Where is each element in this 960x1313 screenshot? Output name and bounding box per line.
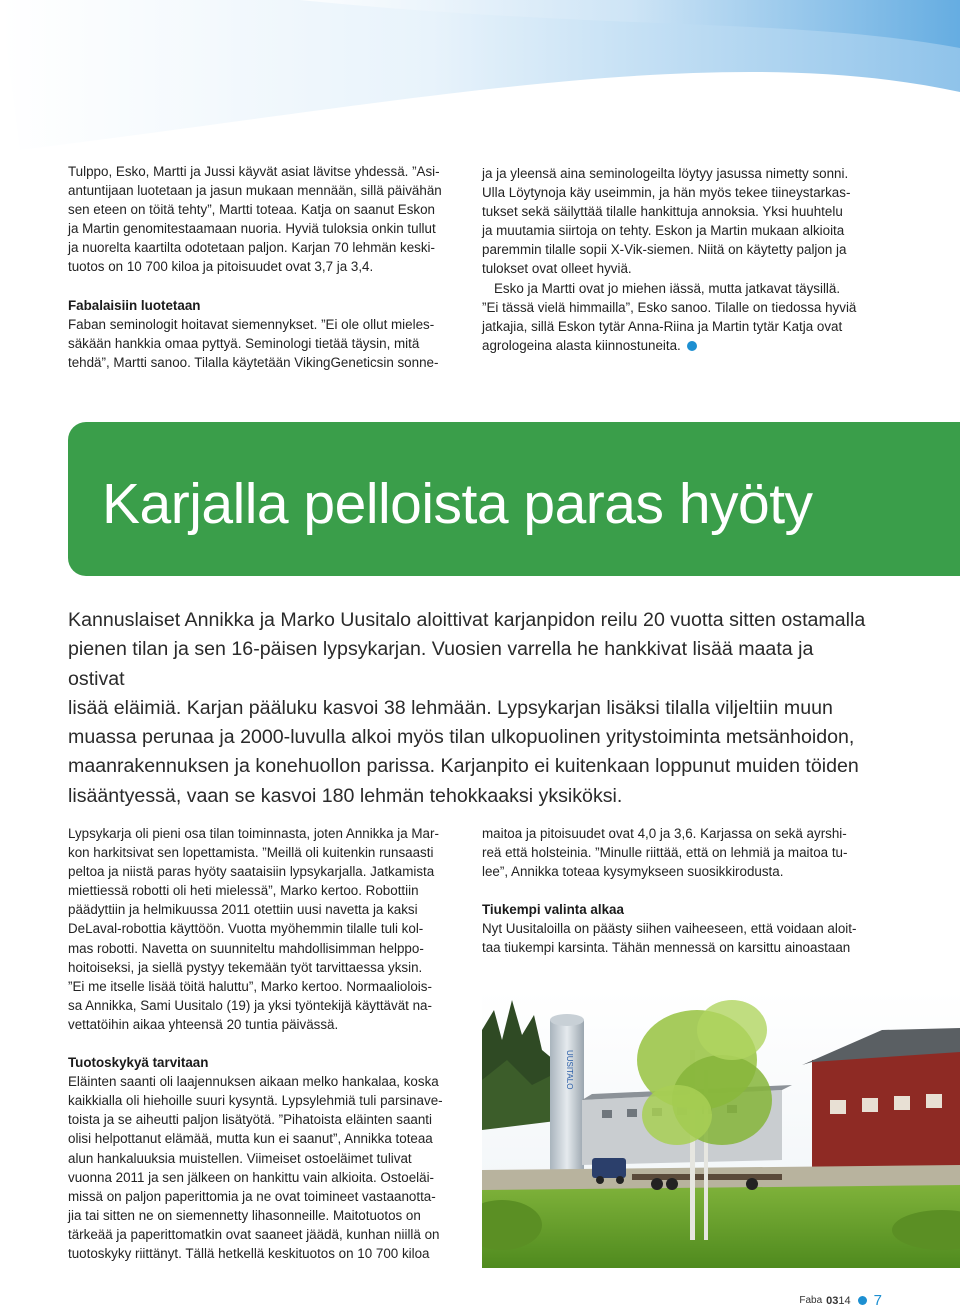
paragraph: Tulppo, Esko, Martti ja Jussi käyvät asiat lävitse yhdessä. ”Asi- antuntijaan luotetaan ja jasun mukaan mennään, sillä päivähän sen eteen on töitä tehty”, Martti toteaa. Katja on saanut Eskon ja Martin genomitestaamaan nuoria. Hyviä tuloksia onkin tullut ja nuorelta kaartilta odotetaan paljon. Karjan 70 lehmän keski- tuotos on 10 700 kiloa ja pitoisuudet ovat 3,7 ja 3,4.	[68, 164, 442, 275]
paragraph: ja ja yleensä aina seminologeilta löytyy jasussa nimetty sonni. Ulla Löytynoja käy useimmin, ja hän myös tekee tiineystarkas- tukset sekä säilyttää tilalle hankittuja annoksia. Yksi huuhtelu ja muutamia siirtoja on tehty. Eskon ja Martin mukaan alkioita paremmin tilalle sopii X-Vik-siemen. Niitä on käytetty paljon ja tulokset ovat olleet hyviä.	[482, 166, 851, 277]
paragraph: Esko ja Martti ovat jo miehen iässä, mutta jatkavat täysillä. ”Ei tässä vielä himmailla”, Esko sanoo. Tilalle on tiedossa hyviä jatkajia, sillä Eskon tytär Anna-Riina ja Martin tytär Katja ovat agrologeina alasta kiinnostuneita.	[482, 280, 857, 353]
bottom-right-column	[482, 824, 882, 958]
footer-dot-icon	[858, 1296, 867, 1305]
page-number: 7	[873, 1292, 882, 1309]
article-title: Karjalla pelloista paras hyöty	[102, 472, 813, 536]
subheading: Tuotoskykyä tarvitaan	[68, 1055, 209, 1071]
end-of-article-dot-icon	[687, 341, 697, 351]
bottom-left-column	[68, 824, 468, 1263]
footer-brand: Faba	[799, 1295, 823, 1306]
top-left-column	[68, 162, 462, 372]
header-swoosh	[0, 0, 960, 170]
paragraph: Nyt Uusitaloilla on päästy siihen vaiheeseen, että voidaan aloit- taa tiukempi karsinta. Tähän mennessä on karsittu ainoastaan	[482, 921, 857, 956]
top-right-column	[482, 164, 882, 355]
lead-paragraph: Kannuslaiset Annikka ja Marko Uusitalo aloittivat karjanpidon reilu 20 vuotta sitten ostamalla pienen tilan ja sen 16-päisen lypsykarjan. Vuosien varrella he hankkivat lisää maata ja ostivat lisää eläimiä. Karjan pääluku kasvoi 38 lehmään. Lypsykarjan lisäksi tilalla viljeltiin muun muassa perunaa ja 2000-luvulla alkoi myös tilan ulkopuolinen yritystoiminta metsänhoidon, maanrakennuksen ja konehuollon parissa. Karjanpito ei kuitenkaan loppunut muiden töiden lisääntyessä, vaan se kasvoi 180 lehmän tehokkaaksi yksiköksi.	[68, 609, 866, 807]
subheading: Tiukempi valinta alkaa	[482, 902, 624, 918]
footer-issue: 0314	[826, 1294, 851, 1307]
farm-scene-image	[482, 990, 960, 1268]
paragraph: Lypsykarja oli pieni osa tilan toiminnasta, joten Annikka ja Mar- kon harkitsivat sen lopettamista. ”Meillä oli kuitenkin runsaasti peltoa ja niistä paras hyöty saataisiin lypsykarjalla. Jatkamista miettiessä robotti oli heti mielessä”, Marko kertoo. Robottiin päädyttiin ja helmikuussa 2011 otettiin uusi navetta ja kaksi DeLaval-robottia käyttöön. Vuotta myöhemmin tilalle tuli kol- mas robotti. Navetta on suunniteltu mahdollisimman helppo- hoitoiseksi, ja siellä pystyy tekemään työt tarvittaessa yksin. ”Ei me itselle lisää töitä haluttu”, Marko kertoo. Normaaliolois- sa Annikka, Sami Uusitalo (19) ja yksi työntekijä käyttävät na- vettatöihin aikaa yhteensä 20 tuntia päivässä.	[68, 826, 439, 1032]
silo-lettering: UUSITALO	[565, 1050, 574, 1090]
page-footer	[799, 1292, 882, 1309]
paragraph: Faban seminologit hoitavat siemennykset. ”Ei ole ollut mieles- säkään hankkia omaa pyttyä. Seminologi tietää täysin, mitä tehdä”, Martti sanoo. Tilalla käytetään VikingGeneticsin sonne-	[68, 316, 439, 370]
paragraph: maitoa ja pitoisuudet ovat 4,0 ja 3,6. Karjassa on sekä ayrshi- reä että holsteinia. ”Minulle riittää, että on lehmiä ja maitoa tu- lee”, Annikka toteaa kysymykseen suosikkirodusta.	[482, 826, 848, 880]
subheading: Fabalaisiin luotetaan	[68, 297, 201, 313]
paragraph: Eläinten saanti oli laajennuksen aikaan melko hankalaa, koska kaikkialla oli hiehoille suuri kysyntä. Lypsylehmiä tuli parsinave- toista ja se aiheutti paljon lisätyötä. ”Pihatoista eläinten saanti olisi helpottanut elämää, mutta kun ei saanut”, Annikka toteaa alun hankaluuksia muistellen. Viimeiset ostoeläimet tulivat vuonna 2011 ja sen jälkeen on hankittu vain alkioita. Ostoeläi- missä on paljon paperittomia ja ne ovat toimineet vastaanotta- jia tai sitten ne on siemennetty lihasonneille. Maitotuotos on tärkeää ja paperittomatkin ovat saaneet jäädä, kunhan niillä on tuotoskyky riittänyt. Tällä hetkellä keskituotos on 10 700 kiloa	[68, 1074, 443, 1261]
farm-photo	[482, 990, 960, 1268]
title-banner	[68, 422, 960, 576]
